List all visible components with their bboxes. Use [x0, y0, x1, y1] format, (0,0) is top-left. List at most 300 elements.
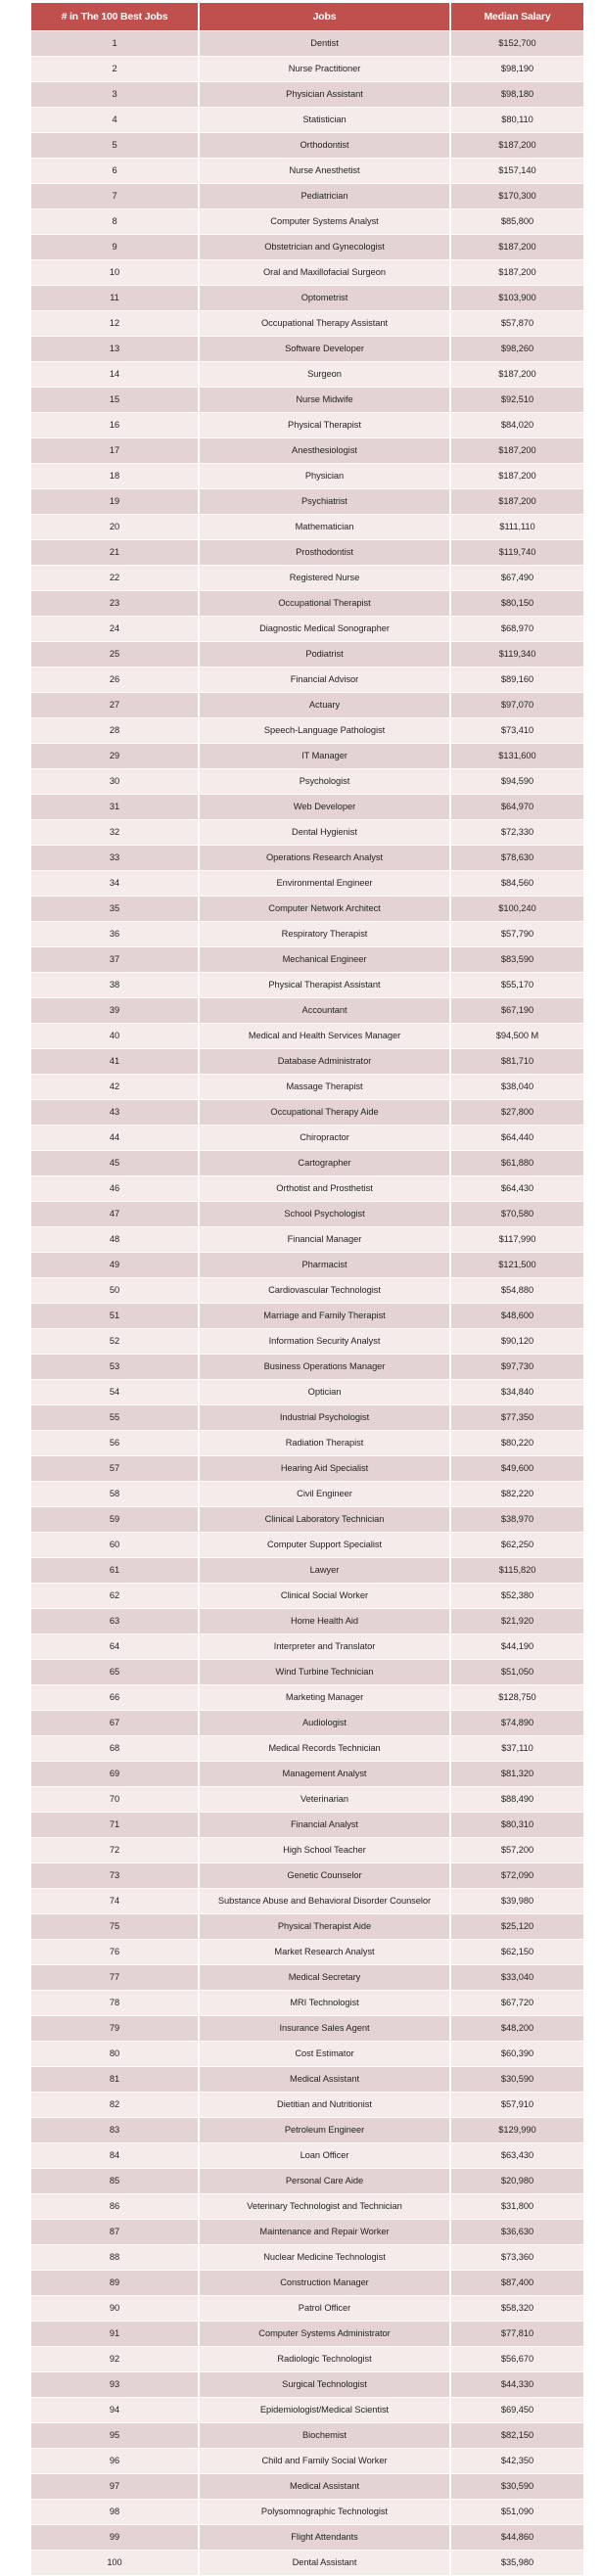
cell-median-salary: $48,600: [451, 1304, 583, 1328]
cell-median-salary: $98,180: [451, 82, 583, 107]
table-row[interactable]: [31, 31, 583, 56]
cell-median-salary: $81,320: [451, 1762, 583, 1786]
cell-rank: 36: [31, 922, 198, 946]
cell-rank: 51: [31, 1304, 198, 1328]
cell-median-salary: $60,390: [451, 2042, 583, 2066]
table-row[interactable]: [31, 540, 583, 565]
cell-rank: 93: [31, 2372, 198, 2397]
cell-job-title: Computer Systems Administrator: [200, 2322, 449, 2346]
cell-job-title: Operations Research Analyst: [200, 846, 449, 870]
cell-median-salary: $89,160: [451, 667, 583, 692]
cell-rank: 70: [31, 1787, 198, 1812]
cell-job-title: Market Research Analyst: [200, 1940, 449, 1964]
cell-job-title: Hearing Aid Specialist: [200, 1456, 449, 1481]
table-row[interactable]: [31, 2143, 583, 2168]
table-row[interactable]: [31, 2093, 583, 2117]
table-row[interactable]: [31, 1456, 583, 1481]
table-row[interactable]: [31, 1736, 583, 1761]
cell-median-salary: $62,150: [451, 1940, 583, 1964]
table-row[interactable]: [31, 1024, 583, 1048]
cell-rank: 75: [31, 1914, 198, 1939]
table-row[interactable]: [31, 1202, 583, 1226]
cell-median-salary: $119,340: [451, 642, 583, 667]
table-row[interactable]: [31, 1762, 583, 1786]
table-row[interactable]: [31, 311, 583, 336]
cell-rank: 65: [31, 1660, 198, 1684]
cell-job-title: Physical Therapist Assistant: [200, 973, 449, 997]
column-header-salary[interactable]: Median Salary: [451, 3, 583, 30]
cell-rank: 42: [31, 1075, 198, 1099]
cell-job-title: Chiropractor: [200, 1126, 449, 1150]
table-row[interactable]: [31, 209, 583, 234]
cell-rank: 18: [31, 464, 198, 488]
cell-rank: 29: [31, 744, 198, 768]
table-row[interactable]: [31, 2296, 583, 2321]
table-row[interactable]: [31, 947, 583, 972]
cell-job-title: Psychiatrist: [200, 489, 449, 514]
table-row[interactable]: [31, 2322, 583, 2346]
cell-median-salary: $37,110: [451, 1736, 583, 1761]
cell-rank: 95: [31, 2423, 198, 2448]
table-row[interactable]: [31, 1685, 583, 1710]
cell-median-salary: $129,990: [451, 2118, 583, 2142]
cell-job-title: Dietitian and Nutritionist: [200, 2093, 449, 2117]
cell-job-title: Marriage and Family Therapist: [200, 1304, 449, 1328]
table-row[interactable]: [31, 1329, 583, 1354]
cell-rank: 79: [31, 2016, 198, 2041]
cell-job-title: Cardiovascular Technologist: [200, 1278, 449, 1303]
cell-median-salary: $30,590: [451, 2474, 583, 2499]
table-row[interactable]: [31, 566, 583, 590]
cell-job-title: Physical Therapist: [200, 413, 449, 437]
table-row[interactable]: [31, 1126, 583, 1150]
table-row[interactable]: [31, 871, 583, 896]
table-row[interactable]: [31, 769, 583, 794]
cell-rank: 63: [31, 1609, 198, 1633]
cell-rank: 59: [31, 1507, 198, 1532]
cell-job-title: Industrial Psychologist: [200, 1405, 449, 1430]
table-row[interactable]: [31, 2220, 583, 2244]
cell-job-title: Insurance Sales Agent: [200, 2016, 449, 2041]
cell-rank: 89: [31, 2271, 198, 2295]
cell-rank: 88: [31, 2245, 198, 2270]
table-row[interactable]: [31, 1227, 583, 1252]
cell-job-title: Database Administrator: [200, 1049, 449, 1074]
cell-job-title: Interpreter and Translator: [200, 1634, 449, 1659]
table-row[interactable]: [31, 718, 583, 743]
table-row[interactable]: [31, 922, 583, 946]
table-row[interactable]: [31, 1787, 583, 1812]
cell-rank: 55: [31, 1405, 198, 1430]
table-row[interactable]: [31, 2372, 583, 2397]
cell-median-salary: $187,200: [451, 235, 583, 259]
cell-median-salary: $51,050: [451, 1660, 583, 1684]
table-row[interactable]: [31, 1533, 583, 1557]
cell-median-salary: $187,200: [451, 133, 583, 158]
cell-rank: 86: [31, 2194, 198, 2219]
table-row[interactable]: [31, 1813, 583, 1837]
cell-job-title: Personal Care Aide: [200, 2169, 449, 2193]
cell-rank: 22: [31, 566, 198, 590]
cell-job-title: Nuclear Medicine Technologist: [200, 2245, 449, 2270]
cell-rank: 61: [31, 1558, 198, 1583]
cell-job-title: Financial Advisor: [200, 667, 449, 692]
cell-rank: 11: [31, 286, 198, 310]
cell-rank: 96: [31, 2449, 198, 2473]
table-row[interactable]: [31, 795, 583, 819]
cell-median-salary: $94,590: [451, 769, 583, 794]
cell-median-salary: $84,020: [451, 413, 583, 437]
table-row[interactable]: [31, 57, 583, 81]
cell-median-salary: $67,490: [451, 566, 583, 590]
table-row[interactable]: [31, 1304, 583, 1328]
cell-rank: 12: [31, 311, 198, 336]
cell-job-title: Substance Abuse and Behavioral Disorder Counselor: [200, 1889, 449, 1913]
cell-median-salary: $187,200: [451, 464, 583, 488]
table-row[interactable]: [31, 973, 583, 997]
cell-median-salary: $80,310: [451, 1813, 583, 1837]
cell-job-title: Nurse Practitioner: [200, 57, 449, 81]
cell-median-salary: $80,110: [451, 108, 583, 132]
table-row[interactable]: [31, 1660, 583, 1684]
cell-median-salary: $38,040: [451, 1075, 583, 1099]
cell-median-salary: $58,320: [451, 2296, 583, 2321]
cell-job-title: Computer Systems Analyst: [200, 209, 449, 234]
cell-job-title: Veterinarian: [200, 1787, 449, 1812]
cell-job-title: Loan Officer: [200, 2143, 449, 2168]
cell-median-salary: $115,820: [451, 1558, 583, 1583]
table-row[interactable]: [31, 2347, 583, 2371]
cell-rank: 32: [31, 820, 198, 845]
cell-job-title: Cartographer: [200, 1151, 449, 1175]
cell-job-title: Surgeon: [200, 362, 449, 387]
table-row[interactable]: [31, 464, 583, 488]
table-row[interactable]: [31, 820, 583, 845]
cell-rank: 33: [31, 846, 198, 870]
table-row[interactable]: [31, 108, 583, 132]
table-header: [31, 3, 583, 30]
cell-rank: 23: [31, 591, 198, 616]
table-row[interactable]: [31, 1507, 583, 1532]
table-row[interactable]: [31, 1634, 583, 1659]
table-row[interactable]: [31, 2449, 583, 2473]
table-row[interactable]: [31, 159, 583, 183]
table-row[interactable]: [31, 1278, 583, 1303]
table-row[interactable]: [31, 693, 583, 717]
cell-job-title: Psychologist: [200, 769, 449, 794]
cell-median-salary: $157,140: [451, 159, 583, 183]
column-header-job[interactable]: Jobs: [200, 3, 449, 30]
cell-rank: 26: [31, 667, 198, 692]
table-row[interactable]: [31, 260, 583, 285]
cell-job-title: Registered Nurse: [200, 566, 449, 590]
cell-median-salary: $35,980: [451, 2551, 583, 2575]
cell-job-title: Clinical Social Worker: [200, 1584, 449, 1608]
table-row[interactable]: [31, 489, 583, 514]
cell-median-salary: $63,430: [451, 2143, 583, 2168]
cell-median-salary: $44,860: [451, 2525, 583, 2550]
cell-rank: 49: [31, 1253, 198, 1277]
table-row[interactable]: [31, 2245, 583, 2270]
cell-rank: 64: [31, 1634, 198, 1659]
table-row[interactable]: [31, 2525, 583, 2550]
table-row[interactable]: [31, 413, 583, 437]
cell-rank: 16: [31, 413, 198, 437]
table-row[interactable]: [31, 2423, 583, 2448]
cell-median-salary: $68,970: [451, 617, 583, 641]
table-row[interactable]: [31, 1151, 583, 1175]
cell-rank: 4: [31, 108, 198, 132]
table-row[interactable]: [31, 1075, 583, 1099]
cell-rank: 20: [31, 515, 198, 539]
cell-rank: 94: [31, 2398, 198, 2422]
cell-rank: 76: [31, 1940, 198, 1964]
cell-job-title: Construction Manager: [200, 2271, 449, 2295]
table-row[interactable]: [31, 1609, 583, 1633]
table-row[interactable]: [31, 1940, 583, 1964]
table-row[interactable]: [31, 1838, 583, 1863]
cell-median-salary: $57,790: [451, 922, 583, 946]
table-row[interactable]: [31, 744, 583, 768]
cell-median-salary: $72,330: [451, 820, 583, 845]
table-header-row: [31, 3, 583, 30]
cell-job-title: Physician: [200, 464, 449, 488]
cell-job-title: School Psychologist: [200, 1202, 449, 1226]
cell-rank: 37: [31, 947, 198, 972]
table-row[interactable]: [31, 2042, 583, 2066]
cell-median-salary: $77,350: [451, 1405, 583, 1430]
table-row[interactable]: [31, 1889, 583, 1913]
table-row[interactable]: [31, 617, 583, 641]
table-row[interactable]: [31, 1176, 583, 1201]
cell-median-salary: $84,560: [451, 871, 583, 896]
cell-job-title: Marketing Manager: [200, 1685, 449, 1710]
cell-job-title: IT Manager: [200, 744, 449, 768]
cell-median-salary: $44,190: [451, 1634, 583, 1659]
cell-rank: 13: [31, 337, 198, 361]
cell-median-salary: $38,970: [451, 1507, 583, 1532]
cell-job-title: Medical Secretary: [200, 1965, 449, 1990]
cell-median-salary: $80,150: [451, 591, 583, 616]
cell-job-title: Mathematician: [200, 515, 449, 539]
cell-median-salary: $56,670: [451, 2347, 583, 2371]
cell-rank: 28: [31, 718, 198, 743]
cell-job-title: Medical Assistant: [200, 2067, 449, 2092]
cell-job-title: Dental Hygienist: [200, 820, 449, 845]
cell-median-salary: $121,500: [451, 1253, 583, 1277]
table-row[interactable]: [31, 846, 583, 870]
table-row[interactable]: [31, 82, 583, 107]
cell-median-salary: $170,300: [451, 184, 583, 208]
cell-median-salary: $187,200: [451, 489, 583, 514]
table-row[interactable]: [31, 2271, 583, 2295]
cell-rank: 77: [31, 1965, 198, 1990]
cell-job-title: Financial Manager: [200, 1227, 449, 1252]
cell-job-title: High School Teacher: [200, 1838, 449, 1863]
table-row[interactable]: [31, 286, 583, 310]
table-row[interactable]: [31, 642, 583, 667]
cell-job-title: Medical and Health Services Manager: [200, 1024, 449, 1048]
cell-rank: 7: [31, 184, 198, 208]
cell-rank: 38: [31, 973, 198, 997]
cell-rank: 84: [31, 2143, 198, 2168]
cell-median-salary: $34,840: [451, 1380, 583, 1404]
cell-job-title: Occupational Therapist: [200, 591, 449, 616]
cell-job-title: Prosthodontist: [200, 540, 449, 565]
table-row[interactable]: [31, 591, 583, 616]
cell-job-title: Genetic Counselor: [200, 1863, 449, 1888]
cell-median-salary: $39,980: [451, 1889, 583, 1913]
table-row[interactable]: [31, 2169, 583, 2193]
table-row[interactable]: [31, 1431, 583, 1455]
cell-median-salary: $48,200: [451, 2016, 583, 2041]
table-row[interactable]: [31, 2194, 583, 2219]
cell-median-salary: $83,590: [451, 947, 583, 972]
table-row[interactable]: [31, 388, 583, 412]
cell-job-title: Accountant: [200, 998, 449, 1023]
table-row[interactable]: [31, 1558, 583, 1583]
cell-job-title: Speech-Language Pathologist: [200, 718, 449, 743]
table-row[interactable]: [31, 1965, 583, 1990]
cell-rank: 40: [31, 1024, 198, 1048]
cell-rank: 48: [31, 1227, 198, 1252]
jobs-table-container: [29, 2, 581, 2576]
cell-median-salary: $54,880: [451, 1278, 583, 1303]
cell-median-salary: $78,630: [451, 846, 583, 870]
cell-job-title: Obstetrician and Gynecologist: [200, 235, 449, 259]
cell-job-title: Home Health Aid: [200, 1609, 449, 1633]
cell-rank: 100: [31, 2551, 198, 2575]
cell-job-title: Web Developer: [200, 795, 449, 819]
cell-median-salary: $57,910: [451, 2093, 583, 2117]
cell-median-salary: $82,150: [451, 2423, 583, 2448]
table-row[interactable]: [31, 1482, 583, 1506]
cell-job-title: Wind Turbine Technician: [200, 1660, 449, 1684]
table-row[interactable]: [31, 1405, 583, 1430]
cell-rank: 52: [31, 1329, 198, 1354]
table-row[interactable]: [31, 2551, 583, 2575]
cell-job-title: Nurse Anesthetist: [200, 159, 449, 183]
cell-median-salary: $64,430: [451, 1176, 583, 1201]
cell-rank: 43: [31, 1100, 198, 1125]
table-row[interactable]: [31, 1253, 583, 1277]
table-row[interactable]: [31, 1991, 583, 2015]
cell-job-title: Polysomnographic Technologist: [200, 2500, 449, 2524]
cell-job-title: Audiologist: [200, 1711, 449, 1735]
cell-rank: 24: [31, 617, 198, 641]
cell-median-salary: $77,810: [451, 2322, 583, 2346]
table-row[interactable]: [31, 1100, 583, 1125]
cell-median-salary: $73,410: [451, 718, 583, 743]
table-row[interactable]: [31, 337, 583, 361]
cell-rank: 98: [31, 2500, 198, 2524]
table-row[interactable]: [31, 2067, 583, 2092]
cell-median-salary: $57,870: [451, 311, 583, 336]
table-row[interactable]: [31, 2474, 583, 2499]
cell-job-title: Veterinary Technologist and Technician: [200, 2194, 449, 2219]
cell-job-title: Optometrist: [200, 286, 449, 310]
cell-median-salary: $103,900: [451, 286, 583, 310]
cell-median-salary: $119,740: [451, 540, 583, 565]
cell-job-title: Pediatrician: [200, 184, 449, 208]
cell-job-title: Respiratory Therapist: [200, 922, 449, 946]
cell-median-salary: $49,600: [451, 1456, 583, 1481]
cell-median-salary: $72,090: [451, 1863, 583, 1888]
table-row[interactable]: [31, 1863, 583, 1888]
table-row[interactable]: [31, 133, 583, 158]
cell-rank: 99: [31, 2525, 198, 2550]
cell-median-salary: $97,730: [451, 1355, 583, 1379]
cell-job-title: Epidemiologist/Medical Scientist: [200, 2398, 449, 2422]
table-row[interactable]: [31, 1711, 583, 1735]
table-row[interactable]: [31, 235, 583, 259]
cell-median-salary: $44,330: [451, 2372, 583, 2397]
cell-rank: 8: [31, 209, 198, 234]
cell-job-title: Statistician: [200, 108, 449, 132]
cell-median-salary: $55,170: [451, 973, 583, 997]
cell-job-title: Business Operations Manager: [200, 1355, 449, 1379]
cell-rank: 1: [31, 31, 198, 56]
cell-rank: 15: [31, 388, 198, 412]
cell-median-salary: $85,800: [451, 209, 583, 234]
cell-job-title: MRI Technologist: [200, 1991, 449, 2015]
cell-rank: 72: [31, 1838, 198, 1863]
table-row[interactable]: [31, 184, 583, 208]
cell-rank: 6: [31, 159, 198, 183]
cell-median-salary: $36,630: [451, 2220, 583, 2244]
cell-rank: 56: [31, 1431, 198, 1455]
cell-job-title: Information Security Analyst: [200, 1329, 449, 1354]
table-row[interactable]: [31, 897, 583, 921]
table-row[interactable]: [31, 667, 583, 692]
table-row[interactable]: [31, 1355, 583, 1379]
table-row[interactable]: [31, 2500, 583, 2524]
cell-rank: 85: [31, 2169, 198, 2193]
table-row[interactable]: [31, 2118, 583, 2142]
cell-job-title: Financial Analyst: [200, 1813, 449, 1837]
cell-rank: 73: [31, 1863, 198, 1888]
table-row[interactable]: [31, 515, 583, 539]
column-header-rank[interactable]: # in The 100 Best Jobs: [31, 3, 198, 30]
cell-rank: 66: [31, 1685, 198, 1710]
cell-job-title: Nurse Midwife: [200, 388, 449, 412]
table-row[interactable]: [31, 998, 583, 1023]
table-row[interactable]: [31, 1914, 583, 1939]
cell-rank: 87: [31, 2220, 198, 2244]
cell-rank: 60: [31, 1533, 198, 1557]
table-row[interactable]: [31, 2398, 583, 2422]
table-row[interactable]: [31, 1380, 583, 1404]
cell-rank: 41: [31, 1049, 198, 1074]
cell-rank: 69: [31, 1762, 198, 1786]
cell-job-title: Diagnostic Medical Sonographer: [200, 617, 449, 641]
table-row[interactable]: [31, 362, 583, 387]
cell-median-salary: $42,350: [451, 2449, 583, 2473]
table-row[interactable]: [31, 438, 583, 463]
table-row[interactable]: [31, 1584, 583, 1608]
cell-job-title: Lawyer: [200, 1558, 449, 1583]
cell-median-salary: $21,920: [451, 1609, 583, 1633]
cell-rank: 74: [31, 1889, 198, 1913]
cell-median-salary: $117,990: [451, 1227, 583, 1252]
cell-job-title: Optician: [200, 1380, 449, 1404]
table-row[interactable]: [31, 2016, 583, 2041]
cell-median-salary: $67,190: [451, 998, 583, 1023]
cell-job-title: Orthotist and Prosthetist: [200, 1176, 449, 1201]
table-row[interactable]: [31, 1049, 583, 1074]
cell-job-title: Management Analyst: [200, 1762, 449, 1786]
cell-rank: 78: [31, 1991, 198, 2015]
